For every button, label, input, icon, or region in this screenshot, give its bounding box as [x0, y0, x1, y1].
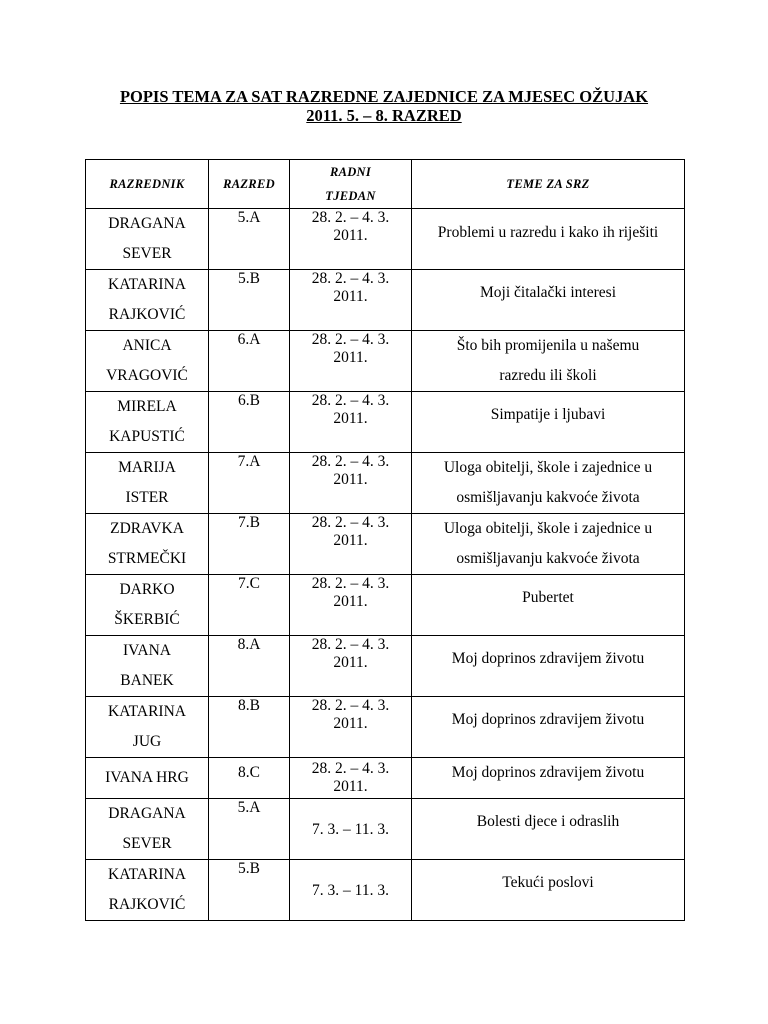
class-cell — [209, 758, 290, 799]
topic-cell — [412, 799, 685, 860]
class-value: 5.B — [238, 860, 260, 877]
header-radni: RADNI — [329, 165, 372, 179]
teacher-name-cell — [86, 453, 209, 514]
teacher-name-line-2: SEVER — [122, 835, 172, 852]
topic-cell — [412, 453, 685, 514]
topic-line-1: Što bih promijenila u našemu — [456, 337, 640, 354]
teacher-name-line-1: IVANA HRG — [105, 769, 189, 786]
topic-cell — [412, 697, 685, 758]
topic-cell — [412, 209, 685, 270]
teacher-name-cell — [86, 331, 209, 392]
week-line-1: 28. 2. – 4. 3. — [311, 575, 390, 592]
topic-line-1: Problemi u razredu i kako ih riješiti — [437, 224, 659, 241]
week-cell — [290, 270, 412, 331]
week-cell — [290, 331, 412, 392]
teacher-name-line-2: ISTER — [125, 489, 169, 506]
teacher-name-line-1: KATARINA — [108, 703, 186, 720]
topics-table — [85, 159, 685, 921]
teacher-name-line-2: RAJKOVIĆ — [108, 896, 186, 913]
topic-cell — [412, 758, 685, 799]
topic-line-2: osmišljavanju kakvoće života — [456, 550, 640, 567]
teacher-name-line-2: RAJKOVIĆ — [108, 306, 186, 323]
table-header-row — [86, 160, 685, 209]
teacher-name-line-2: VRAGOVIĆ — [106, 367, 188, 384]
week-cell — [290, 209, 412, 270]
topic-cell — [412, 514, 685, 575]
class-value: 8.A — [237, 636, 261, 653]
class-cell — [209, 636, 290, 697]
header-razrednik: RAZREDNIK — [86, 160, 209, 209]
table-row — [86, 799, 685, 860]
class-cell — [209, 392, 290, 453]
teacher-name-cell — [86, 758, 209, 799]
topic-line-1: Tekući poslovi — [502, 874, 594, 891]
week-line-2: 2011. — [333, 410, 368, 427]
week-line-1: 28. 2. – 4. 3. — [311, 331, 390, 348]
table-row — [86, 331, 685, 392]
teacher-name-line-2: BANEK — [120, 672, 174, 689]
class-value: 8.C — [238, 764, 260, 781]
week-line-1: 28. 2. – 4. 3. — [311, 514, 390, 531]
teacher-name-cell — [86, 636, 209, 697]
teacher-name-cell — [86, 209, 209, 270]
topic-line-1: Uloga obitelji, škole i zajednice u — [443, 520, 653, 537]
week-line-1: 28. 2. – 4. 3. — [311, 392, 390, 409]
class-value: 5.A — [237, 209, 261, 226]
class-cell — [209, 453, 290, 514]
class-value: 7.C — [238, 575, 260, 592]
week-cell — [290, 514, 412, 575]
teacher-name-line-2: ŠKERBIĆ — [114, 611, 180, 628]
teacher-name-line-2: SEVER — [122, 245, 172, 262]
topic-line-1: Simpatije i ljubavi — [490, 406, 606, 423]
week-line-2: 2011. — [333, 532, 368, 549]
class-cell — [209, 209, 290, 270]
topic-line-1: Moj doprinos zdravijem životu — [451, 650, 645, 667]
teacher-name-line-1: MIRELA — [117, 398, 177, 415]
table-row — [86, 860, 685, 921]
table-row — [86, 636, 685, 697]
week-line-1: 7. 3. – 11. 3. — [312, 882, 389, 899]
class-value: 7.A — [237, 453, 261, 470]
class-value: 8.B — [238, 697, 260, 714]
class-cell — [209, 270, 290, 331]
week-cell — [290, 799, 412, 860]
week-line-2: 2011. — [333, 593, 368, 610]
week-line-2: 2011. — [333, 471, 368, 488]
table-row — [86, 758, 685, 799]
week-line-1: 28. 2. – 4. 3. — [311, 453, 390, 470]
topic-cell — [412, 392, 685, 453]
teacher-name-line-1: DRAGANA — [108, 215, 186, 232]
class-value: 6.A — [237, 331, 261, 348]
week-line-2: 2011. — [333, 349, 368, 366]
topic-cell — [412, 575, 685, 636]
teacher-name-cell — [86, 799, 209, 860]
teacher-name-line-2: JUG — [132, 733, 162, 750]
week-line-1: 28. 2. – 4. 3. — [311, 697, 390, 714]
table-row — [86, 209, 685, 270]
class-value: 5.B — [238, 270, 260, 287]
week-line-2: 2011. — [333, 715, 368, 732]
topic-line-1: Moj doprinos zdravijem životu — [451, 711, 645, 728]
week-line-1: 28. 2. – 4. 3. — [311, 270, 390, 287]
title-line-1: POPIS TEMA ZA SAT RAZREDNE ZAJEDNICE ZA MJESEC OŽUJAK — [119, 87, 649, 106]
week-line-2: 2011. — [333, 288, 368, 305]
teacher-name-line-1: ZDRAVKA — [110, 520, 184, 537]
teacher-name-cell — [86, 270, 209, 331]
topic-line-1: Pubertet — [522, 589, 574, 606]
week-cell — [290, 392, 412, 453]
week-line-2: 2011. — [333, 778, 368, 795]
table-row — [86, 697, 685, 758]
class-value: 7.B — [238, 514, 260, 531]
table-row — [86, 514, 685, 575]
week-cell — [290, 860, 412, 921]
class-cell — [209, 575, 290, 636]
table-row — [86, 453, 685, 514]
week-cell — [290, 453, 412, 514]
topic-cell — [412, 331, 685, 392]
teacher-name-line-2: KAPUSTIĆ — [109, 428, 185, 445]
teacher-name-cell — [86, 514, 209, 575]
week-line-1: 28. 2. – 4. 3. — [311, 209, 390, 226]
week-line-1: 28. 2. – 4. 3. — [311, 760, 390, 777]
week-cell — [290, 636, 412, 697]
topic-cell — [412, 860, 685, 921]
teacher-name-line-1: DARKO — [119, 581, 175, 598]
teacher-name-line-1: DRAGANA — [108, 805, 186, 822]
header-tjedan: TJEDAN — [325, 189, 376, 203]
class-cell — [209, 799, 290, 860]
teacher-name-cell — [86, 860, 209, 921]
title-line-2: 2011. 5. – 8. RAZRED — [306, 106, 462, 125]
table-row — [86, 270, 685, 331]
table-row — [86, 392, 685, 453]
week-line-1: 28. 2. – 4. 3. — [311, 636, 390, 653]
topic-line-1: Uloga obitelji, škole i zajednice u — [443, 459, 653, 476]
topic-line-2: razredu ili školi — [499, 367, 597, 384]
teacher-name-line-2: STRMEČKI — [107, 550, 187, 567]
class-cell — [209, 697, 290, 758]
class-value: 5.A — [237, 799, 261, 816]
header-teme: TEME ZA SRZ — [412, 160, 685, 209]
class-cell — [209, 860, 290, 921]
document-title — [0, 87, 768, 125]
topic-line-1: Bolesti djece i odraslih — [476, 813, 620, 830]
topic-cell — [412, 636, 685, 697]
week-line-2: 2011. — [333, 654, 368, 671]
teacher-name-line-1: KATARINA — [108, 866, 186, 883]
teacher-name-line-1: KATARINA — [108, 276, 186, 293]
week-cell — [290, 575, 412, 636]
teacher-name-cell — [86, 575, 209, 636]
week-cell — [290, 697, 412, 758]
week-line-1: 7. 3. – 11. 3. — [312, 821, 389, 838]
topic-line-1: Moj doprinos zdravijem životu — [451, 764, 645, 781]
class-value: 6.B — [238, 392, 260, 409]
teacher-name-line-1: IVANA — [123, 642, 171, 659]
class-cell — [209, 331, 290, 392]
week-line-2: 2011. — [333, 227, 368, 244]
class-cell — [209, 514, 290, 575]
header-razred: RAZRED — [209, 160, 290, 209]
teacher-name-cell — [86, 392, 209, 453]
teacher-name-line-1: MARIJA — [118, 459, 176, 476]
teacher-name-cell — [86, 697, 209, 758]
table-row — [86, 575, 685, 636]
teacher-name-line-1: ANICA — [122, 337, 172, 354]
topic-cell — [412, 270, 685, 331]
topic-line-2: osmišljavanju kakvoće života — [456, 489, 640, 506]
topic-line-1: Moji čitalački interesi — [479, 284, 616, 301]
week-cell — [290, 758, 412, 799]
header-radni-tjedan — [290, 160, 412, 209]
